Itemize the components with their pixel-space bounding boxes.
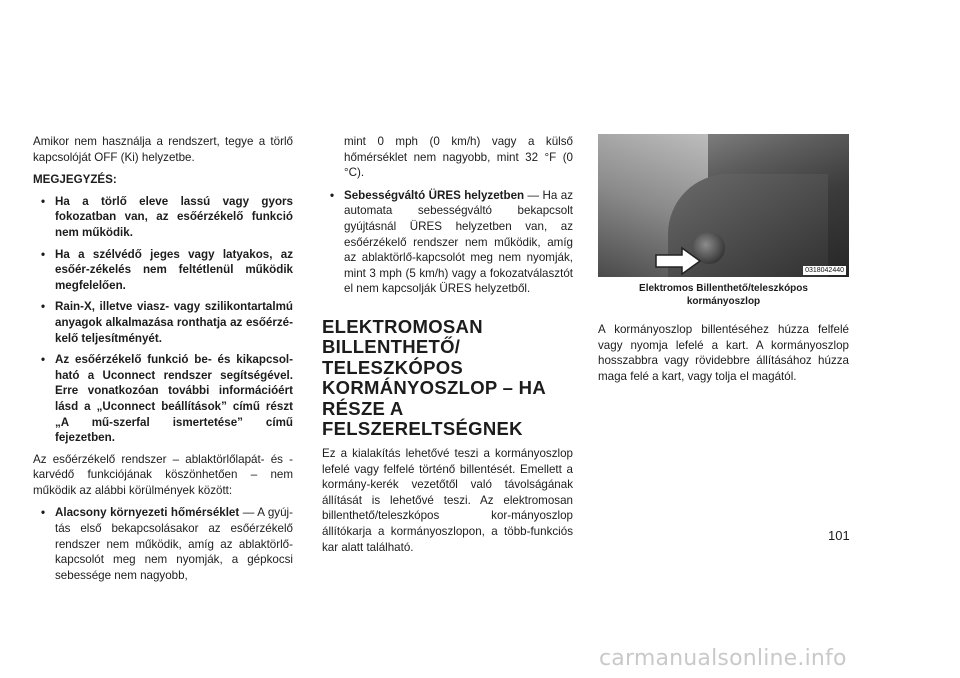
caption-line: Elektromos Billenthető/teleszkópos [639, 283, 808, 294]
heading-line: ELEKTROMOSAN [322, 315, 483, 337]
heading-line: RÉSZE A FELSZERELTSÉGNEK [322, 397, 523, 440]
conditions-list [33, 505, 293, 583]
right-column [598, 134, 849, 391]
note-item: • Rain-X, illetve viasz- vagy szilikontartalmú anyagok alkalmazása ronthatja az esőérzé-kelő teljesítményét. [33, 299, 293, 346]
intro-paragraph: Amikor nem használja a rendszert, tegye a törlő kapcsolóját OFF (Ki) helyzetbe. [33, 135, 293, 164]
note-item: • Ha a szélvédő jeges vagy latyakos, az esőér-zékelés nem feltétlenül működik megfelelően. [33, 247, 293, 294]
pointer-arrow-icon [654, 246, 704, 276]
page-number: 101 [828, 528, 850, 543]
notes-heading: MEGJEGYZÉS: [33, 173, 117, 187]
condition-item [322, 188, 573, 297]
image-code: 0318042440 [805, 267, 844, 274]
heading-line: BILLENTHETŐ/ [322, 336, 461, 358]
heading-line: KORMÁNYOSZLOP – HA [322, 377, 546, 399]
watermark: carmanualsonline.info [599, 646, 847, 671]
condition-label: Sebességváltó ÜRES helyzetben [344, 188, 525, 202]
note-item: • Az esőérzékelő funkció be- és kikapcsol-ható a Uconnect rendszer segítségével. Erre vonatkozóan további információért lásd a „Uconnect beállítások” című részt „A mű-szerfal ismertetése” című fejezetben. [33, 352, 293, 446]
section-heading [322, 317, 573, 440]
notes-list [33, 194, 293, 446]
instruction-paragraph: A kormányoszlop billentéséhez húzza felfelé vagy nyomja lefelé a kart. A kormányoszlop hosszabbra vagy rövidebbre állításához húzza maga felé a kart, vagy tolja el magától. [598, 323, 849, 383]
condition-item [33, 505, 293, 583]
image-caption [598, 283, 849, 308]
heading-line: TELESZKÓPOS [322, 356, 464, 378]
condition-label: Alacsony környezeti hőmérséklet [55, 506, 240, 520]
condition-text: — A gyúj-tás első bekapcsolásakor az esőérzékelő rendszer nem működik, amíg az ablaktörlő-kapcsolót meg nem nyomják, a gépkocsi sebessége nem nagyobb, [55, 506, 293, 582]
left-column [33, 134, 293, 589]
condition-continuation: mint 0 mph (0 km/h) vagy a külső hőmérséklet nem nagyobb, mint 32 °F (0 °C). [344, 135, 573, 180]
section-paragraph: Ez a kialakítás lehetővé teszi a kormányoszlop lefelé vagy felfelé történő billentését. Emellett a kormány-kerék vezetőtől való távolságának állítását is lehetővé teszi. Az elektromosan billenthető/teleszkópos kor-mányoszlop állítókarja a kormányoszlopon, a több-funkciós kar alatt található. [322, 446, 573, 554]
steering-column-photo [598, 134, 849, 277]
note-item: • Ha a törlő eleve lassú vagy gyors fokozatban van, az esőérzékelő funkció nem működik. [33, 194, 293, 241]
condition-text: — Ha az automata sebességváltó bekapcsolt gyújtásnál ÜRES helyzetben van, az esőérzékelő rendszer nem működik, amíg az ablaktörlő-kapcsolót meg nem nyomják, mint 3 mph (5 km/h) vagy a fokozatválasztót el nem kapcsolják ÜRES helyzetből. [344, 188, 574, 296]
conditions-paragraph: Az esőérzékelő rendszer – ablaktörlőlapát- és -karvédő funkciójának köszönhetően – nem működik az alábbi körülmények között: [33, 452, 293, 497]
conditions-list-2 [322, 188, 573, 297]
middle-column [322, 134, 573, 562]
caption-line: kormányoszlop [686, 295, 761, 307]
